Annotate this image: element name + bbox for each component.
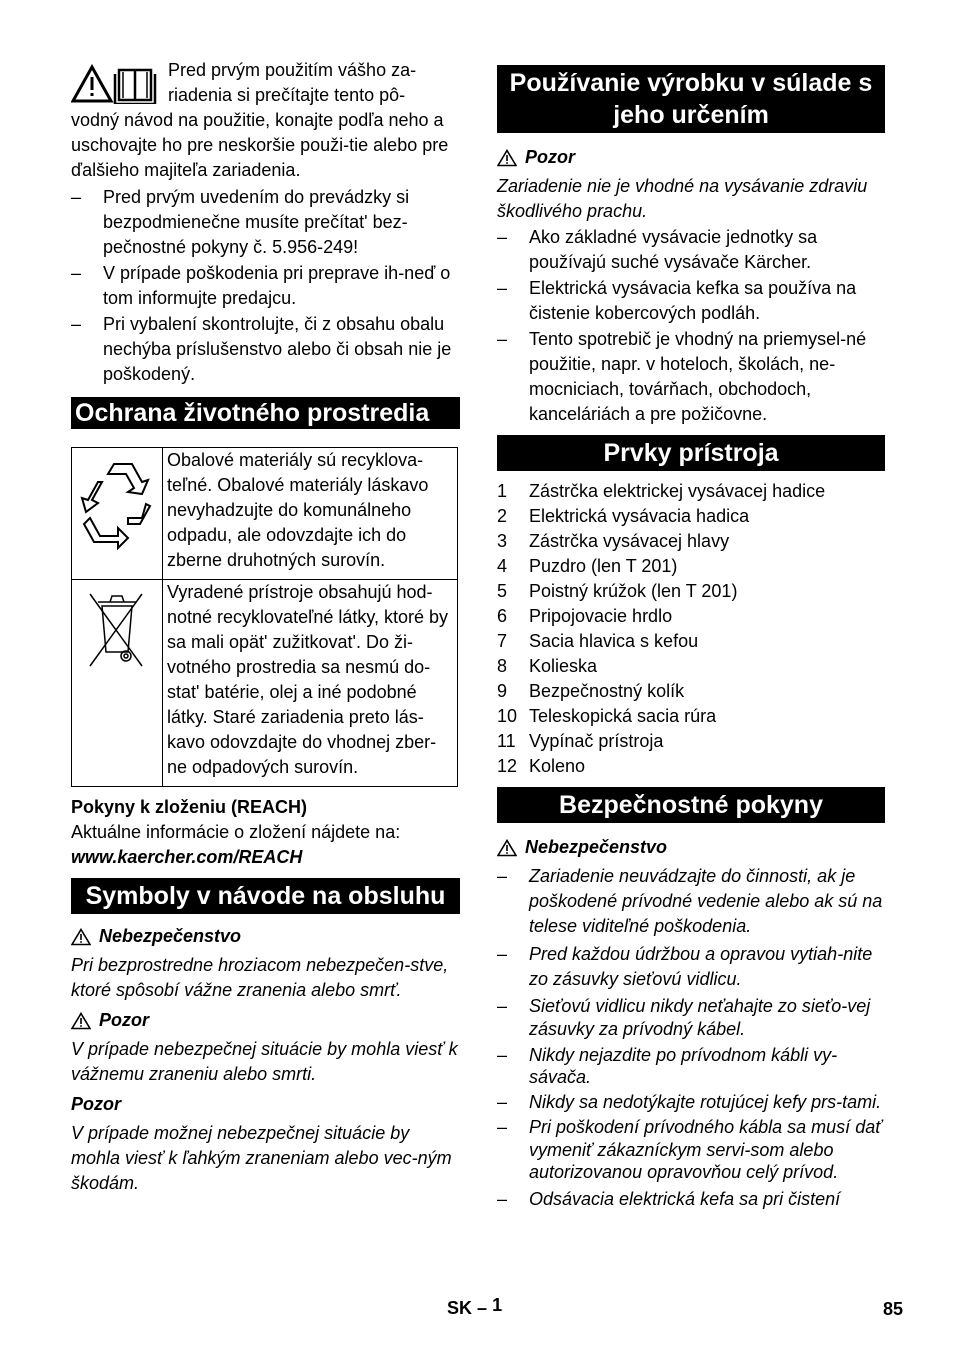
env-table bbox=[71, 447, 458, 787]
list-item: 11 Vypínač prístroja bbox=[497, 731, 664, 751]
list-item: – Pri poškodení prívodného kábla sa musí dať vymeniť zákazníckym servi-som alebo autorizovanou opravovňou celý prívod. bbox=[497, 1117, 882, 1182]
intro-line: Pred prvým použitím vášho za- bbox=[168, 60, 417, 80]
list-item: – Ako základné vysávacie jednotky sa používajú suché vysávače Kärcher. bbox=[497, 227, 818, 272]
table-row bbox=[72, 448, 458, 580]
danger-label: Nebezpečenstvo bbox=[497, 835, 885, 860]
warning-read-manual-icon bbox=[71, 64, 159, 104]
list-item: 10 Teleskopická sacia rúra bbox=[497, 706, 717, 726]
warning-icon bbox=[497, 839, 517, 857]
list-item: – V prípade poškodenia pri preprave ih-neď o tom informujte predajcu. bbox=[71, 263, 451, 308]
table-row bbox=[72, 580, 458, 787]
reach-heading: Pokyny k zloženiu (REACH) bbox=[71, 797, 308, 817]
page-number: 85 bbox=[883, 1299, 904, 1319]
list-item: 8 Kolieska bbox=[497, 656, 598, 676]
recycling-icon bbox=[72, 448, 162, 568]
env-text: Obalové materiály sú recyklova-teľné. Obalové materiály láskavo nevyhadzujte do komunálneho odpadu, ale odovzdajte ich do zberne druhotných surovín. bbox=[163, 448, 458, 580]
intro-line: riadenia si prečítajte tento pô- bbox=[168, 85, 406, 105]
warning-icon bbox=[71, 928, 91, 946]
caution-label: Pozor bbox=[71, 1094, 122, 1114]
list-item: 6 Pripojovacie hrdlo bbox=[497, 606, 673, 626]
list-item: – Tento spotrebič je vhodný na priemysel-né použitie, napr. v hoteloch, školách, ne-mocniciach, továrňach, obchodoch, kanceláriách a pre požičovne. bbox=[497, 329, 867, 424]
parts-heading: Prvky prístroja bbox=[497, 435, 885, 471]
caution-label: Pozor bbox=[497, 145, 885, 170]
warning-icon bbox=[497, 149, 517, 167]
parts-list bbox=[497, 479, 885, 779]
list-item: 4 Puzdro (len T 201) bbox=[497, 556, 678, 576]
list-item: – Zariadenie neuvádzajte do činnosti, ak je poškodené prívodné vedenie alebo ak sú na telese viditeľné poškodenia. bbox=[497, 866, 883, 936]
list-item: – Pred každou údržbou a opravou vytiah-nite zo zásuvky sieťovú vidlicu. bbox=[497, 944, 873, 989]
env-heading: Ochrana životného prostredia bbox=[71, 397, 460, 429]
list-item: 1 Zástrčka elektrickej vysávacej hadice bbox=[497, 481, 826, 501]
right-column bbox=[497, 65, 885, 1212]
list-item: – Nikdy sa nedotýkajte rotujúcej kefy prs-tami. bbox=[497, 1092, 882, 1112]
caution-label: Pozor bbox=[71, 1008, 460, 1033]
crossed-bin-icon bbox=[72, 580, 162, 680]
list-item: 9 Bezpečnostný kolík bbox=[497, 681, 685, 701]
list-item: 12 Koleno bbox=[497, 756, 586, 776]
list-item: 3 Zástrčka vysávacej hlavy bbox=[497, 531, 730, 551]
list-item: – Pri vybalení skontrolujte, či z obsahu obalu nechýba príslušenstvo alebo či obsah nie je poškodený. bbox=[71, 314, 452, 384]
symbol-text: V prípade nebezpečnej situácie by mohla viesť k vážnemu zraneniu alebo smrti. bbox=[71, 1039, 458, 1084]
intro bbox=[71, 58, 460, 183]
list-item: – Sieťovú vidlicu nikdy neťahajte zo sieťo-vej zásuvky za prívodný kábel. bbox=[497, 996, 871, 1039]
reach-url[interactable]: www.kaercher.com/REACH bbox=[71, 847, 303, 867]
left-column bbox=[71, 58, 460, 1196]
symbols-heading: Symboly v návode na obsluhu bbox=[71, 878, 460, 914]
list-item: – Elektrická vysávacia kefka sa používa na čistenie kobercových podláh. bbox=[497, 278, 857, 323]
list-item: 2 Elektrická vysávacia hadica bbox=[497, 506, 750, 526]
list-item: 5 Poistný krúžok (len T 201) bbox=[497, 581, 738, 601]
intro-text: vodný návod na použitie, konajte podľa neho a uschovajte ho pre neskoršie použi-tie alebo pre ďalšieho majiteľa zariadenia. bbox=[71, 110, 449, 180]
usage-warning-text: Zariadenie nie je vhodné na vysávanie zdraviu škodlivého prachu. bbox=[497, 176, 868, 221]
usage-heading: Používanie výrobku v súlade s jeho určením bbox=[497, 65, 885, 133]
symbol-text: V prípade možnej nebezpečnej situácie by mohla viesť k ľahkým zraneniam alebo vec-ným škodám. bbox=[71, 1123, 452, 1193]
reach-text: Aktuálne informácie o zložení nájdete na: bbox=[71, 822, 401, 842]
symbol-text: Pri bezprostredne hroziacom nebezpečen-stve, ktoré spôsobí vážne zranenia alebo smrť. bbox=[71, 955, 449, 1000]
list-item: – Nikdy nejazdite po prívodnom kábli vy-sávača. bbox=[497, 1045, 838, 1087]
safety-list bbox=[497, 864, 885, 1212]
list-item: 7 Sacia hlavica s kefou bbox=[497, 631, 699, 651]
warning-icon bbox=[71, 1012, 91, 1030]
safety-heading: Bezpečnostné pokyny bbox=[497, 787, 885, 823]
list-item: – Odsávacia elektrická kefa sa pri čistení bbox=[497, 1188, 841, 1209]
list-item: – Pred prvým uvedením do prevádzky si bezpodmienečne musíte prečítat' bez-pečnostné pokyny č. 5.956-249! bbox=[71, 187, 410, 257]
danger-label: Nebezpečenstvo bbox=[71, 924, 460, 949]
footer-section: SK – 1 bbox=[447, 1295, 503, 1318]
env-text: Vyradené prístroje obsahujú hod-notné recyklovateľné látky, ktoré by sa mali opät' zužitkovat'. Do ži-votného prostredia sa nesmú do-stat' batérie, olej a iné podobné látky. Staré zariadenia preto lás-kavo odovzdajte do vhodnej zber-ne odpadových surovín. bbox=[163, 580, 458, 787]
